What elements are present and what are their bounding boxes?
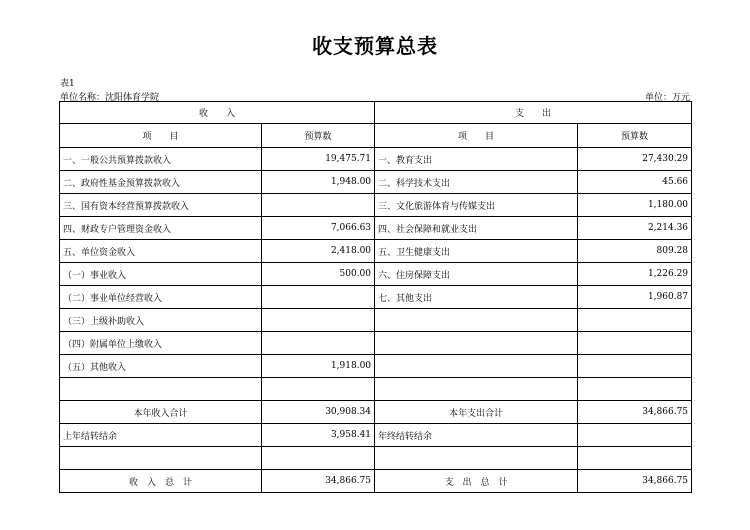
income-item-cell: 二、政府性基金预算拨款收入	[60, 171, 262, 194]
table-row	[60, 332, 692, 355]
table-row	[60, 194, 692, 217]
blank-cell	[262, 447, 375, 470]
expense-item-header: 项 目	[375, 124, 578, 148]
expense-carryover-value	[578, 424, 692, 447]
year-total-row	[60, 401, 692, 424]
expense-grand-total-label: 支 出 总 计	[375, 470, 578, 493]
expense-budget-cell: 809.28	[578, 240, 692, 263]
expense-section-header: 支 出	[375, 102, 692, 124]
expense-item-cell	[375, 332, 578, 355]
expense-item-cell: 四、社会保障和就业支出	[375, 217, 578, 240]
table-row	[60, 355, 692, 378]
expense-budget-cell	[578, 378, 692, 401]
expense-grand-total-value: 34,866.75	[578, 470, 692, 493]
income-budget-cell: 2,418.00	[262, 240, 375, 263]
table-row	[60, 171, 692, 194]
income-budget-cell: 1,918.00	[262, 355, 375, 378]
table-number: 表1	[60, 79, 75, 89]
income-item-header: 项 目	[60, 124, 262, 148]
income-item-cell: 一、一般公共预算拨款收入	[60, 148, 262, 171]
income-item-cell: 五、单位资金收入	[60, 240, 262, 263]
income-year-total-label: 本年收入合计	[60, 401, 262, 424]
section-header-row	[60, 102, 692, 124]
blank-cell	[375, 447, 578, 470]
expense-item-cell: 二、科学技术支出	[375, 171, 578, 194]
expense-budget-cell: 1,226.29	[578, 263, 692, 286]
money-unit: 单位：万元	[644, 93, 690, 103]
income-budget-cell: 500.00	[262, 263, 375, 286]
expense-budget-cell: 1,180.00	[578, 194, 692, 217]
page-title: 收支预算总表	[312, 34, 438, 58]
grand-total-row	[60, 470, 692, 493]
expense-budget-cell: 45.66	[578, 171, 692, 194]
column-header-row	[60, 124, 692, 148]
blank-cell	[60, 447, 262, 470]
table-row	[60, 240, 692, 263]
table-row	[60, 148, 692, 171]
income-budget-cell	[262, 286, 375, 309]
income-budget-header: 预算数	[262, 124, 375, 148]
table-row	[60, 378, 692, 401]
expense-item-cell	[375, 378, 578, 401]
income-section-header: 收 入	[60, 102, 375, 124]
table-row	[60, 263, 692, 286]
table-row	[60, 217, 692, 240]
income-item-cell: （一）事业收入	[60, 263, 262, 286]
table-body	[60, 148, 692, 401]
income-year-total-value: 30,908.34	[262, 401, 375, 424]
expense-budget-cell: 2,214.36	[578, 217, 692, 240]
income-budget-cell: 1,948.00	[262, 171, 375, 194]
expense-budget-cell	[578, 309, 692, 332]
expense-year-total-label: 本年支出合计	[375, 401, 578, 424]
table-row	[60, 286, 692, 309]
income-item-cell	[60, 378, 262, 401]
income-budget-cell: 19,475.71	[262, 148, 375, 171]
expense-budget-header: 预算数	[578, 124, 692, 148]
income-budget-cell	[262, 332, 375, 355]
blank-row	[60, 447, 692, 470]
carryover-row	[60, 424, 692, 447]
expense-item-cell: 五、卫生健康支出	[375, 240, 578, 263]
expense-item-cell: 七、其他支出	[375, 286, 578, 309]
expense-budget-cell: 1,960.87	[578, 286, 692, 309]
expense-item-cell: 六、住房保障支出	[375, 263, 578, 286]
expense-budget-cell	[578, 355, 692, 378]
expense-item-cell: 一、教育支出	[375, 148, 578, 171]
budget-table	[59, 101, 692, 493]
income-item-cell: （三）上级补助收入	[60, 309, 262, 332]
income-budget-cell	[262, 378, 375, 401]
expense-year-total-value: 34,866.75	[578, 401, 692, 424]
expense-item-cell	[375, 355, 578, 378]
blank-cell	[578, 447, 692, 470]
income-budget-cell	[262, 194, 375, 217]
expense-carryover-label: 年终结转结余	[375, 424, 578, 447]
expense-item-cell: 三、文化旅游体育与传媒支出	[375, 194, 578, 217]
income-item-cell: 四、财政专户管理资金收入	[60, 217, 262, 240]
income-carryover-label: 上年结转结余	[60, 424, 262, 447]
income-budget-cell	[262, 309, 375, 332]
income-carryover-value: 3,958.41	[262, 424, 375, 447]
expense-budget-cell: 27,430.29	[578, 148, 692, 171]
expense-budget-cell	[578, 332, 692, 355]
income-grand-total-label: 收 入 总 计	[60, 470, 262, 493]
income-item-cell: （四）附属单位上缴收入	[60, 332, 262, 355]
income-item-cell: （五）其他收入	[60, 355, 262, 378]
income-item-cell: 三、国有资本经营预算拨款收入	[60, 194, 262, 217]
expense-item-cell	[375, 309, 578, 332]
income-item-cell: （二）事业单位经营收入	[60, 286, 262, 309]
income-grand-total-value: 34,866.75	[262, 470, 375, 493]
income-budget-cell: 7,066.63	[262, 217, 375, 240]
unit-name: 单位名称：沈阳体育学院	[60, 93, 160, 103]
table-row	[60, 309, 692, 332]
